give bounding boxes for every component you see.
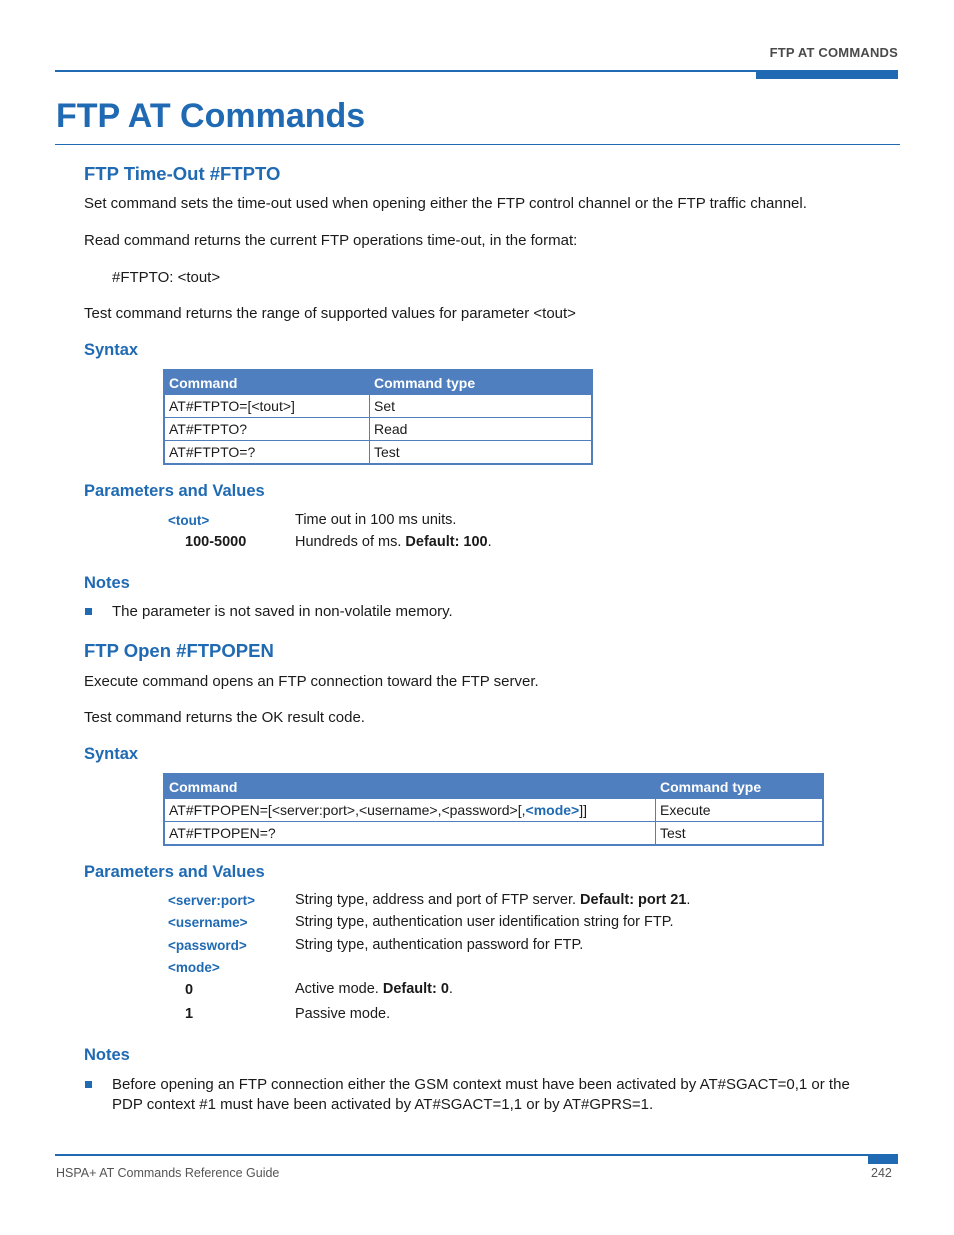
param-key-mode: <mode>	[168, 960, 220, 975]
command-type-cell: Read	[370, 418, 593, 441]
ftpto-params-heading: Parameters and Values	[84, 482, 265, 500]
footer-guide-title: HSPA+ AT Commands Reference Guide	[56, 1166, 280, 1180]
ftpopen-description: Execute command opens an FTP connection toward the FTP server.	[84, 673, 539, 690]
param-value-mode-1: 1	[185, 1006, 194, 1022]
mode0-end: .	[448, 981, 453, 997]
param-desc-server-port	[295, 892, 690, 908]
section-heading-ftpto: FTP Time-Out #FTPTO	[84, 163, 281, 184]
command-cell: AT#FTPTO=[<tout>]	[164, 395, 370, 418]
command-text-end: ]]	[579, 802, 587, 818]
table-header-row	[164, 774, 823, 799]
table-row	[164, 822, 823, 846]
param-desc-password: String type, authentication password for FTP.	[295, 937, 584, 953]
column-header-command: Command	[164, 774, 656, 799]
command-mode-param: <mode>	[525, 802, 580, 818]
range-end: .	[487, 534, 492, 550]
param-desc-tout: Time out in 100 ms units.	[295, 512, 457, 528]
param-value-range: 100-5000	[185, 534, 247, 550]
ftpto-syntax-heading: Syntax	[84, 341, 139, 359]
page-title: FTP AT Commands	[56, 97, 366, 135]
table-header-row	[164, 370, 592, 395]
command-cell	[164, 799, 656, 822]
ftpto-description: Set command sets the time-out used when opening either the FTP control channel or the FTP traffic channel.	[84, 195, 807, 212]
command-cell: AT#FTPOPEN=?	[164, 822, 656, 846]
ftpto-note-item: The parameter is not saved in non-volatile memory.	[112, 603, 453, 620]
ftpopen-syntax-table	[163, 773, 824, 846]
param-desc-mode-0	[295, 981, 453, 997]
column-header-command-type: Command type	[370, 370, 593, 395]
command-cell: AT#FTPTO?	[164, 418, 370, 441]
footer-rule	[55, 1154, 898, 1156]
range-desc-text: Hundreds of ms.	[295, 534, 406, 550]
header-accent-block	[756, 70, 898, 79]
table-row	[164, 418, 592, 441]
param-desc-range	[295, 534, 492, 550]
param-value-mode-0: 0	[185, 982, 194, 998]
page-number: 242	[871, 1166, 892, 1180]
server-desc-text: String type, address and port of FTP server.	[295, 892, 581, 908]
table-row	[164, 395, 592, 418]
ftpto-syntax-table	[163, 369, 593, 465]
column-header-command: Command	[164, 370, 370, 395]
ftpopen-note-line-2: PDP context #1 must have been activated by AT#SGACT=1,1 or by AT#GPRS=1.	[112, 1096, 654, 1113]
command-text: AT#FTPOPEN=[<server:port>,<username>,<password>[,	[169, 802, 526, 818]
table-row	[164, 799, 823, 822]
param-key-tout: <tout>	[168, 513, 210, 528]
column-header-command-type: Command type	[656, 774, 824, 799]
param-key-password: <password>	[168, 938, 247, 953]
mode0-desc-text: Active mode.	[295, 981, 383, 997]
section-heading-ftpopen: FTP Open #FTPOPEN	[84, 640, 274, 661]
ftpto-test-description: Test command returns the range of supported values for parameter <tout>	[84, 305, 576, 322]
ftpopen-params-heading: Parameters and Values	[84, 863, 265, 881]
param-key-server-port: <server:port>	[168, 893, 256, 908]
ftpopen-syntax-heading: Syntax	[84, 745, 139, 763]
ftpopen-notes-heading: Notes	[84, 1046, 130, 1064]
ftpopen-test-description: Test command returns the OK result code.	[84, 709, 365, 726]
ftpto-notes-heading: Notes	[84, 574, 130, 592]
server-default: Default: port 21	[580, 892, 687, 908]
command-type-cell: Test	[370, 441, 593, 465]
range-default: Default: 100	[405, 534, 488, 550]
ftpto-format: #FTPTO: <tout>	[112, 269, 221, 286]
title-rule	[55, 144, 900, 145]
command-type-cell: Execute	[656, 799, 824, 822]
command-cell: AT#FTPTO=?	[164, 441, 370, 465]
ftpopen-note-line-1: Before opening an FTP connection either the GSM context must have been activated by AT#SGACT=0,1 or the	[112, 1076, 850, 1093]
server-end: .	[686, 892, 691, 908]
ftpto-read-description: Read command returns the current FTP operations time-out, in the format:	[84, 232, 578, 249]
param-key-username: <username>	[168, 915, 248, 930]
command-type-cell: Set	[370, 395, 593, 418]
param-desc-mode-1: Passive mode.	[295, 1006, 391, 1022]
mode0-default: Default: 0	[382, 981, 449, 997]
footer-accent-block	[868, 1154, 898, 1164]
table-row	[164, 441, 592, 465]
running-header: FTP AT COMMANDS	[769, 45, 898, 60]
command-type-cell: Test	[656, 822, 824, 846]
param-desc-username: String type, authentication user identification string for FTP.	[295, 914, 674, 930]
